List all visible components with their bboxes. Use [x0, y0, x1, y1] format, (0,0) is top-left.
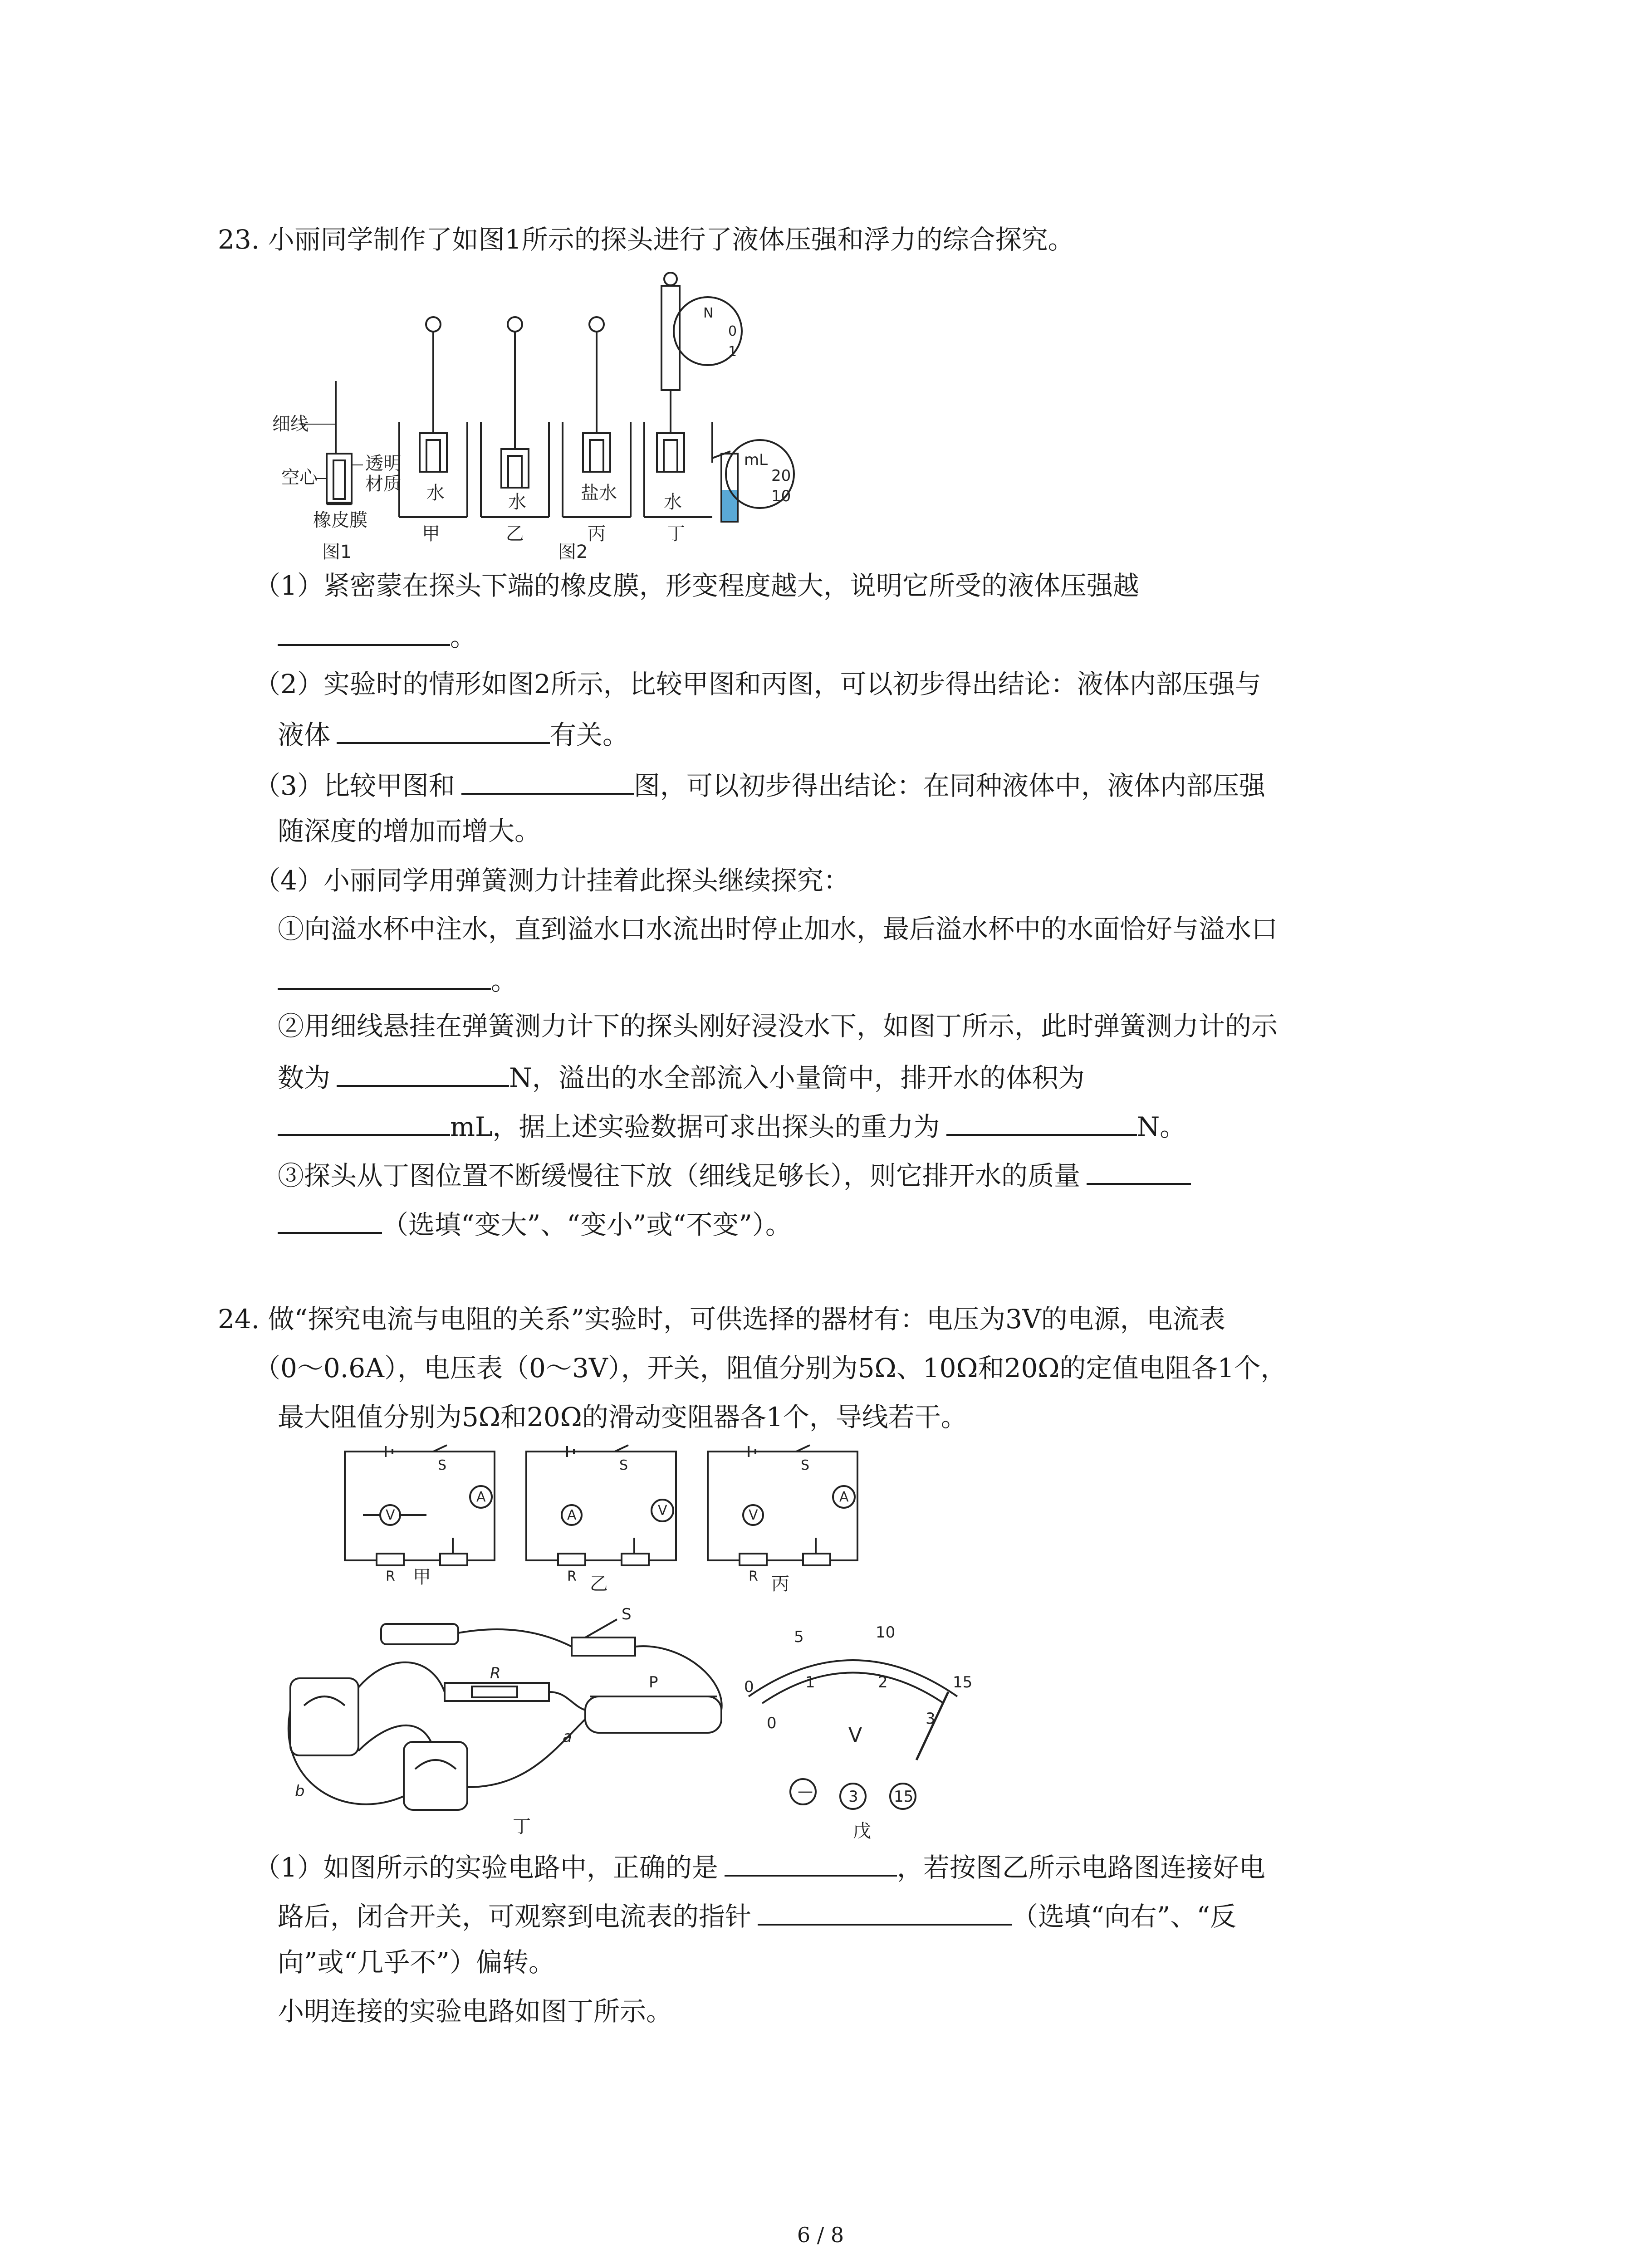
beaker4-liquid: 水: [664, 492, 682, 513]
photo-wire-b: b: [295, 1782, 305, 1800]
beaker1-label: 甲: [422, 523, 440, 544]
scale-0: 0: [728, 323, 737, 339]
cylinder-10: 10: [771, 487, 791, 505]
answer-blank[interactable]: [337, 1059, 509, 1087]
q23-stem: 23. 小丽同学制作了如图1所示的探头进行了液体压强和浮力的综合探究。: [218, 224, 1074, 255]
resistor-label-1: R: [386, 1569, 395, 1584]
dial-bottom-2: 2: [878, 1673, 888, 1691]
photo-wire-a: a: [563, 1728, 572, 1746]
q24-p1-line1: （1）如图所示的实验电路中，正确的是 ，若按图乙所示电路图连接好电: [254, 1848, 1265, 1884]
switch-label-2: S: [619, 1457, 628, 1473]
meter-caption: 戊: [853, 1821, 871, 1842]
dial-top-15: 15: [953, 1673, 973, 1691]
label-membrane: 橡皮膜: [313, 510, 367, 531]
q23-figure: [272, 272, 844, 562]
circuit-diagrams: [336, 1442, 898, 1592]
cylinder-20: 20: [771, 467, 791, 485]
photo-slider-label: P: [649, 1673, 658, 1691]
scale-1: 1: [728, 344, 737, 360]
dial-top-5: 5: [794, 1628, 804, 1646]
dial-top-0: 0: [744, 1678, 754, 1696]
q24-line2: （0～0.6A），电压表（0～3V），开关，阻值分别为5Ω、10Ω和20Ω的定值电阻各1个，: [254, 1353, 1287, 1383]
answer-blank[interactable]: [946, 1108, 1137, 1136]
voltmeter-symbol-1: V: [386, 1507, 395, 1523]
label-transparent1: 透明: [365, 453, 402, 474]
q23-s3-line1: ③探头从丁图位置不断缓慢往下放（细线足够长），则它排开水的质量: [278, 1157, 1191, 1192]
q23-p3-line1: （3）比较甲图和 图，可以初步得出结论：在同种液体中，液体内部压强: [254, 767, 1265, 802]
answer-blank[interactable]: [725, 1848, 897, 1877]
answer-blank[interactable]: [278, 1206, 382, 1234]
answer-blank[interactable]: [758, 1897, 1012, 1926]
q23-s1-line2: 。: [278, 962, 517, 997]
beaker4-label: 丁: [667, 523, 685, 544]
resistor-label-3: R: [749, 1569, 758, 1584]
q23-s2a: ②用细线悬挂在弹簧测力计下的探头刚好浸没水下，如图丁所示，此时弹簧测力计的示: [278, 1011, 1278, 1041]
label-transparent2: 材质: [365, 474, 402, 494]
label-hollow: 空心: [281, 467, 318, 488]
q23-s3-line2: （选填“变大”、“变小”或“不变”）。: [278, 1206, 792, 1241]
ammeter-symbol-2: A: [567, 1507, 577, 1523]
beaker1-liquid: 水: [426, 483, 445, 503]
cylinder-unit: mL: [744, 451, 768, 469]
photo-switch-label: S: [622, 1606, 632, 1623]
switch-label-3: S: [801, 1457, 810, 1473]
answer-blank[interactable]: [1087, 1157, 1191, 1185]
dial-unit: V: [848, 1724, 862, 1747]
label-thread: 细线: [272, 414, 309, 435]
q24-line1: 24. 做“探究电流与电阻的关系”实验时，可供选择的器材有：电压为3V的电源，电流表: [218, 1304, 1225, 1334]
dial-bottom-0: 0: [767, 1714, 777, 1732]
ammeter-symbol-3: A: [839, 1489, 849, 1505]
q23-p1a: （1）紧密蒙在探头下端的橡皮膜，形变程度越大，说明它所受的液体压强越: [254, 570, 1139, 601]
answer-blank[interactable]: [278, 962, 491, 990]
q23-p3c: 随深度的增加而增大。: [278, 816, 541, 846]
beaker2-liquid: 水: [508, 492, 526, 513]
photo-caption: 丁: [513, 1816, 531, 1837]
circuit-photo-svg: [272, 1606, 1043, 1842]
circuit-label-1: 甲: [413, 1567, 431, 1588]
page-number: 6 / 8: [797, 2223, 844, 2247]
resistor-label-2: R: [567, 1569, 577, 1584]
dial-bottom-3: 3: [926, 1710, 936, 1728]
ammeter-symbol-1: A: [476, 1489, 486, 1505]
photo-resistor-label: R: [490, 1664, 501, 1682]
beaker2-label: 乙: [506, 523, 524, 544]
terminal-minus: —: [798, 1782, 813, 1800]
q23-s2-line3: mL，据上述实验数据可求出探头的重力为 N。: [278, 1108, 1186, 1143]
q23-s2-line2: 数为 N，溢出的水全部流入小量筒中，排开水的体积为: [278, 1059, 1085, 1094]
q23-figure-svg: [272, 272, 844, 562]
circuit-label-2: 乙: [590, 1574, 608, 1592]
circuit-photo-and-meter: [272, 1606, 1043, 1842]
answer-blank[interactable]: [461, 767, 634, 795]
scale-unit: N: [703, 305, 714, 321]
switch-label-1: S: [438, 1457, 447, 1473]
terminal-15: 15: [894, 1788, 914, 1806]
beaker3-liquid: 盐水: [581, 483, 617, 503]
q23-p2a: （2）实验时的情形如图2所示，比较甲图和丙图，可以初步得出结论：液体内部压强与: [254, 669, 1261, 699]
q24-line3: 最大阻值分别为5Ω和20Ω的滑动变阻器各1个，导线若干。: [278, 1402, 967, 1432]
q23-p4: （4）小丽同学用弹簧测力计挂着此探头继续探究：: [254, 865, 850, 896]
beaker3-label: 丙: [588, 523, 606, 544]
dial-top-10: 10: [876, 1623, 896, 1642]
q23-s1a: ①向溢水杯中注水，直到溢水口水流出时停止加水，最后溢水杯中的水面恰好与溢水口: [278, 914, 1278, 944]
voltmeter-symbol-2: V: [658, 1503, 667, 1519]
dial-bottom-1: 1: [805, 1673, 815, 1691]
q23-p1-line2: 。: [278, 618, 476, 653]
answer-blank[interactable]: [278, 1108, 450, 1136]
answer-blank[interactable]: [278, 618, 450, 646]
circuit-label-3: 丙: [771, 1574, 789, 1592]
voltmeter-symbol-3: V: [749, 1507, 758, 1523]
caption-fig1: 图1: [322, 542, 352, 562]
q24-p1e: 向”或“几乎不”）偏转。: [278, 1947, 555, 1978]
q24-p1-line2: 路后，闭合开关，可观察到电流表的指针 （选填“向右”、“反: [278, 1897, 1236, 1933]
circuit-diagrams-svg: [336, 1442, 898, 1592]
caption-fig2: 图2: [558, 542, 588, 562]
terminal-3: 3: [848, 1788, 858, 1806]
q23-p2-line2: 液体 有关。: [278, 716, 629, 751]
q24-p2: 小明连接的实验电路如图丁所示。: [278, 1996, 673, 2027]
answer-blank[interactable]: [337, 716, 550, 744]
